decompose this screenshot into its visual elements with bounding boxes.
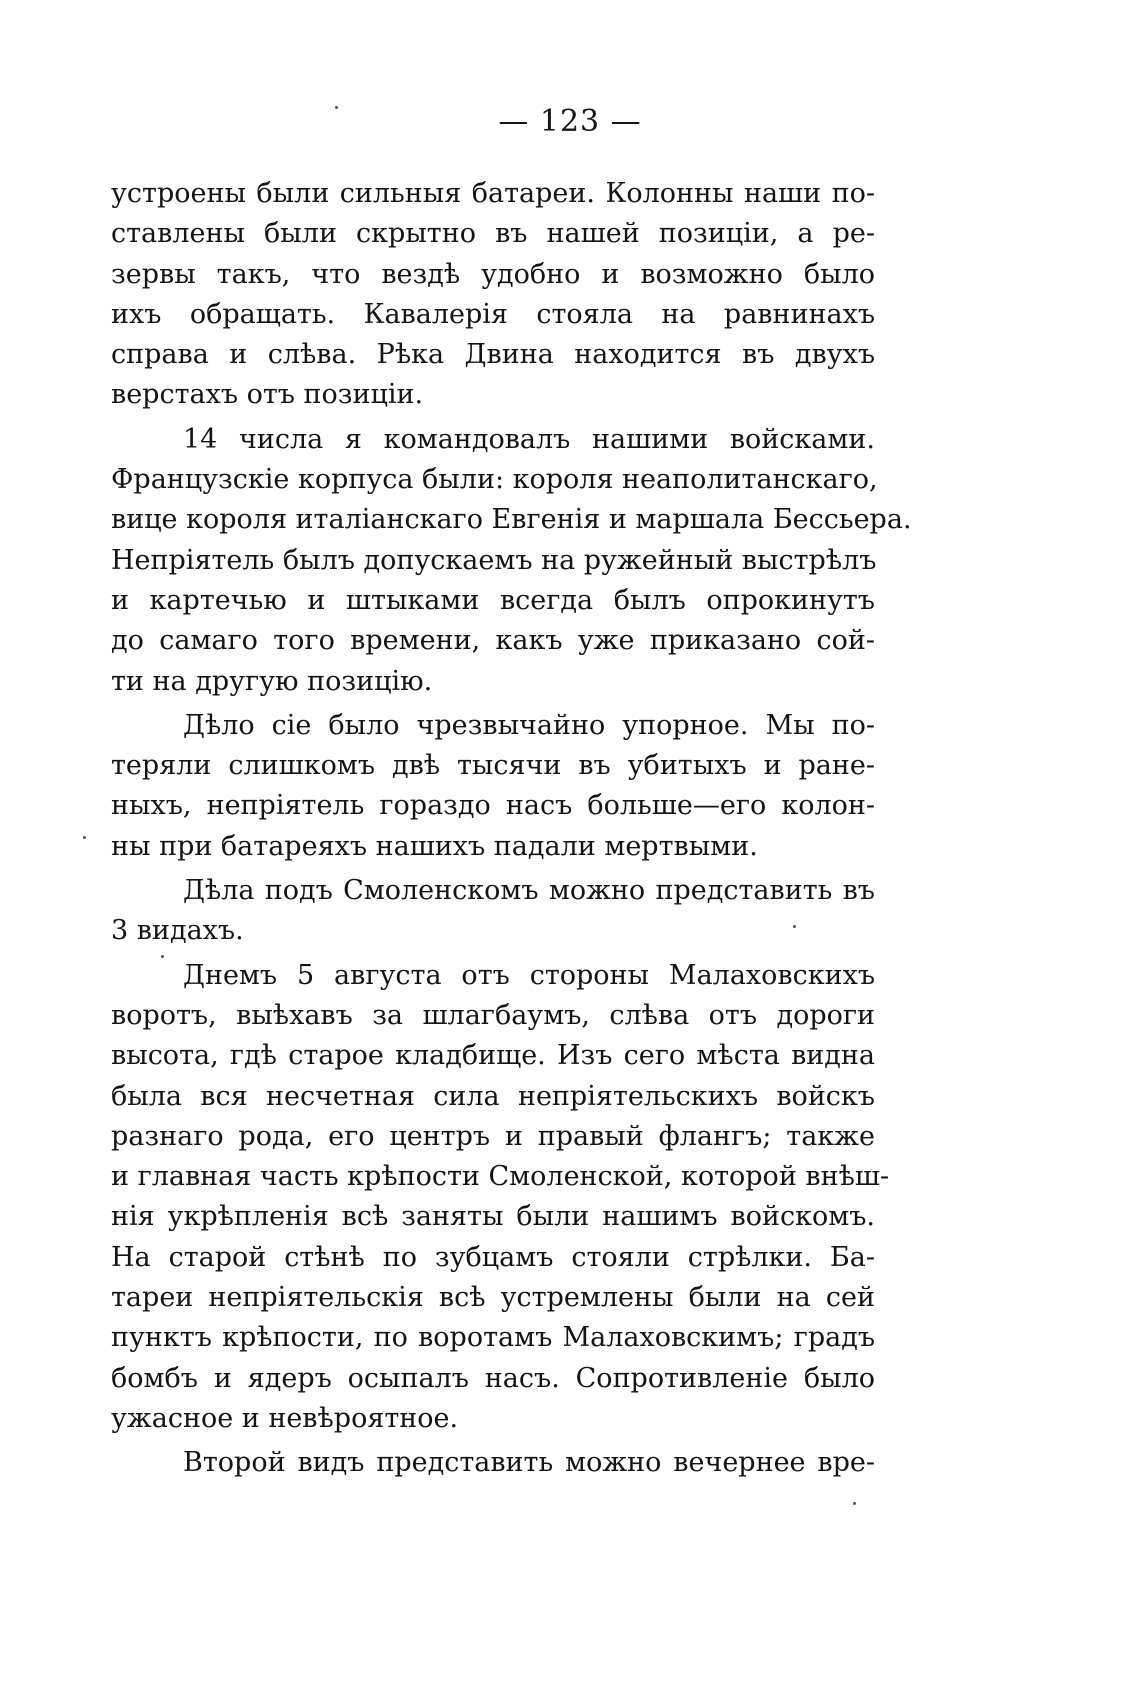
text-line: была вся несчетная сила непріятельскихъ войскъ: [111, 1080, 875, 1112]
text-line: 3 видахъ.: [111, 915, 244, 947]
text-line: верстахъ отъ позиціи.: [111, 379, 424, 411]
text-line: справа и слѣва. Рѣка Двина находится въ двухъ: [111, 339, 875, 371]
text-line: высота, гдѣ старое кладбище. Изъ сего мѣста видна: [111, 1040, 875, 1072]
text-line: вице короля италіанскаго Евгенія и маршала Бессьера.: [111, 504, 912, 536]
scan-speck: [335, 106, 338, 109]
paragraph: [111, 174, 875, 416]
text-line: до самаго того времени, какъ уже приказано сой-: [111, 625, 875, 657]
text-line: бомбъ и ядеръ осыпалъ насъ. Сопротивленіе было: [111, 1362, 875, 1394]
scan-speck: [793, 925, 796, 928]
text-line: Непріятель былъ допускаемъ на ружейный выстрѣлъ: [111, 544, 877, 576]
text-line: и главная часть крѣпости Смоленской, которой внѣш-: [111, 1161, 890, 1193]
paragraph: [111, 956, 890, 1440]
text-body: [111, 174, 912, 1484]
text-line: зервы такъ, что вездѣ удобно и возможно было: [111, 258, 875, 290]
text-line: устроены были сильныя батареи. Колонны наши по-: [111, 178, 875, 209]
text-line: Второй видъ представить можно вечернее вре-: [183, 1447, 875, 1479]
text-line: ужасное и невѣроятное.: [111, 1402, 459, 1434]
text-line: и картечью и штыками всегда былъ опрокинутъ: [111, 584, 875, 616]
text-line: тареи непріятельскія всѣ устремлены были на сей: [111, 1282, 875, 1314]
text-line: ти на другую позицію.: [111, 665, 433, 697]
text-line: Дѣла подъ Смоленскомъ можно представить въ: [183, 875, 875, 907]
text-line: Дѣло сіе было чрезвычайно упорное. Мы по-: [183, 709, 875, 741]
scan-speck: [853, 1502, 856, 1505]
paragraph: [111, 420, 912, 702]
text-line: нія укрѣпленія всѣ заняты были нашимъ войскомъ.: [111, 1201, 875, 1233]
scan-speck: [83, 836, 86, 839]
paragraph: [111, 1443, 875, 1483]
text-line: ставлены были скрытно въ нашей позиціи, а ре-: [111, 218, 875, 250]
text-line: ны при батареяхъ нашихъ падали мертвыми.: [111, 830, 758, 862]
text-line: ихъ обращать. Кавалерія стояла на равнинахъ: [111, 298, 875, 330]
text-line: На старой стѣнѣ по зубцамъ стояли стрѣлки. Ба-: [111, 1241, 875, 1273]
text-line: воротъ, выѣхавъ за шлагбаумъ, слѣва отъ дороги: [111, 999, 875, 1031]
paragraph: [111, 706, 875, 867]
text-line: Днемъ 5 августа отъ стороны Малаховскихъ: [183, 959, 875, 991]
page-number: — 123 —: [498, 104, 642, 139]
text-line: 14 числа я командовалъ нашими войсками.: [183, 423, 875, 455]
text-line: пунктъ крѣпости, по воротамъ Малаховскимъ; градъ: [111, 1322, 875, 1354]
paragraph: [111, 871, 875, 952]
text-line: Французскіе корпуса были: короля неаполитанскаго,: [111, 464, 878, 496]
scan-speck: [161, 955, 164, 958]
text-line: разнаго рода, его центръ и правый флангъ; также: [111, 1120, 875, 1152]
text-line: ныхъ, непріятель гораздо насъ больше—его колон-: [111, 790, 875, 822]
text-line: теряли слишкомъ двѣ тысячи въ убитыхъ и ране-: [111, 750, 875, 782]
